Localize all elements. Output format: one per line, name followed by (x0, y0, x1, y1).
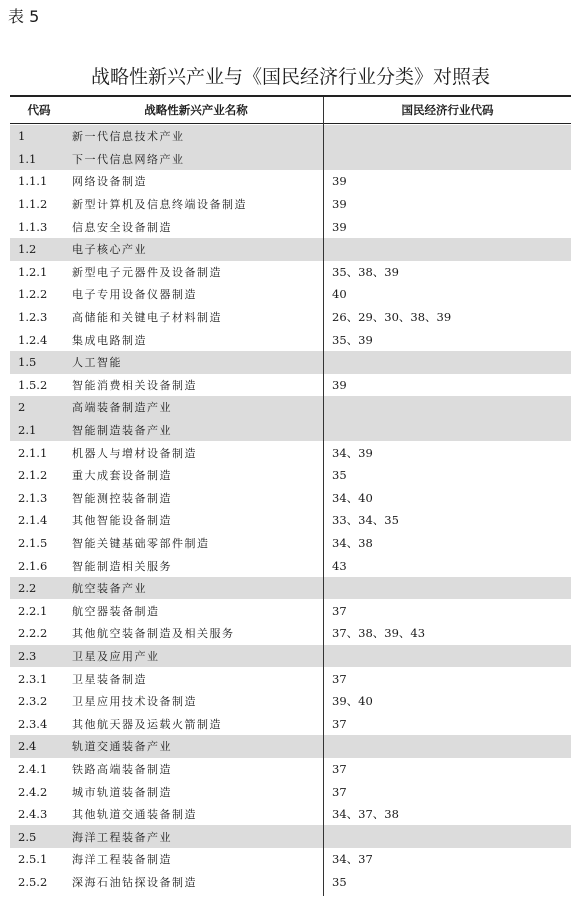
row-industry-name: 海洋工程装备产业 (72, 830, 172, 844)
row-industry-codes: 37 (332, 671, 347, 686)
row-code: 2.1 (18, 423, 37, 438)
table-row (10, 712, 571, 735)
row-code: 1.2.2 (18, 287, 48, 302)
row-code: 2.3.1 (18, 671, 48, 686)
row-industry-codes: 35、38、39 (332, 264, 399, 279)
table-row (10, 306, 571, 329)
table-header (10, 97, 571, 123)
row-industry-name: 其他轨道交通装备制造 (72, 808, 197, 822)
row-industry-codes: 34、38 (332, 535, 373, 550)
table-row (10, 148, 571, 171)
row-industry-name: 卫星及应用产业 (72, 649, 160, 663)
row-industry-name: 机器人与增材设备制造 (72, 446, 197, 460)
row-industry-name: 新一代信息技术产业 (72, 130, 185, 144)
table-row (10, 690, 571, 713)
row-industry-name: 轨道交通装备产业 (72, 740, 172, 754)
row-industry-name: 高端装备制造产业 (72, 401, 172, 415)
row-industry-codes: 39 (332, 377, 347, 392)
table-row (10, 667, 571, 690)
row-industry-codes: 39、40 (332, 694, 373, 709)
header-industry: 国民经济行业代码 (401, 103, 494, 117)
row-code: 2.5.1 (18, 852, 48, 867)
table-row (10, 464, 571, 487)
row-code: 2.4 (18, 739, 37, 754)
row-industry-name: 其他航天器及运载火箭制造 (72, 717, 222, 731)
table-row (10, 622, 571, 645)
table-row (10, 215, 571, 238)
row-code: 2.3.4 (18, 716, 48, 731)
table-row (10, 441, 571, 464)
column-divider (323, 97, 324, 896)
row-industry-name: 深海石油钻探设备制造 (72, 875, 197, 889)
row-industry-name: 重大成套设备制造 (72, 469, 172, 483)
row-code: 2.2.1 (18, 603, 48, 618)
row-code: 1.2.1 (18, 264, 48, 279)
row-code: 2.2.2 (18, 626, 48, 641)
row-industry-name: 航空装备产业 (72, 582, 147, 596)
row-industry-name: 城市轨道装备制造 (72, 785, 172, 799)
row-industry-name: 卫星装备制造 (72, 672, 147, 686)
row-code: 2.1.3 (18, 490, 48, 505)
row-code: 2.5 (18, 829, 37, 844)
table-row (10, 577, 571, 600)
table-row (10, 803, 571, 826)
row-industry-name: 新型计算机及信息终端设备制造 (72, 198, 247, 212)
header-name: 战略性新兴产业名称 (144, 103, 248, 117)
row-code: 2.5.2 (18, 874, 48, 889)
table-row (10, 238, 571, 261)
table-row (10, 351, 571, 374)
row-industry-name: 集成电路制造 (72, 333, 147, 347)
table-row (10, 599, 571, 622)
row-industry-codes: 34、40 (332, 490, 373, 505)
row-industry-name: 其他航空装备制造及相关服务 (72, 627, 235, 641)
row-industry-name: 卫星应用技术设备制造 (72, 695, 197, 709)
row-industry-name: 智能关键基础零部件制造 (72, 536, 210, 550)
table-row (10, 283, 571, 306)
row-industry-codes: 34、37、38 (332, 807, 399, 822)
table-row (10, 487, 571, 510)
table-row (10, 735, 571, 758)
row-industry-codes: 35、39 (332, 332, 373, 347)
row-code: 1.1.2 (18, 197, 48, 212)
row-industry-codes: 39 (332, 197, 347, 212)
row-industry-name: 航空器装备制造 (72, 604, 160, 618)
table-row (10, 758, 571, 781)
row-industry-codes: 34、39 (332, 445, 373, 460)
table-row (10, 780, 571, 803)
table-row (10, 554, 571, 577)
table-body (10, 125, 571, 893)
row-code: 2.3 (18, 648, 37, 663)
table-row (10, 261, 571, 284)
row-code: 1.1.1 (18, 174, 48, 189)
row-code: 1.1.3 (18, 219, 48, 234)
table-number-label: 表 5 (8, 7, 40, 26)
row-industry-codes: 43 (332, 558, 347, 573)
row-industry-name: 智能测控装备制造 (72, 491, 172, 505)
row-industry-name: 铁路高端装备制造 (72, 762, 172, 776)
header-code: 代码 (27, 103, 51, 117)
row-code: 2 (18, 400, 26, 415)
row-code: 1.2.4 (18, 332, 48, 347)
row-industry-name: 新型电子元器件及设备制造 (72, 265, 222, 279)
row-code: 2.4.3 (18, 807, 48, 822)
table-title: 战略性新兴产业与《国民经济行业分类》对照表 (90, 66, 490, 88)
row-industry-codes: 37 (332, 716, 347, 731)
row-industry-name: 其他智能设备制造 (72, 514, 172, 528)
row-industry-codes: 26、29、30、38、39 (332, 310, 452, 325)
header-rule (10, 123, 571, 124)
row-industry-name: 智能消费相关设备制造 (72, 378, 197, 392)
table-row (10, 419, 571, 442)
table-row (10, 825, 571, 848)
row-industry-codes: 40 (332, 287, 347, 302)
table-row (10, 509, 571, 532)
row-code: 2.3.2 (18, 694, 48, 709)
row-code: 2.4.2 (18, 784, 48, 799)
table-row (10, 645, 571, 668)
row-code: 1.1 (18, 151, 37, 166)
table-row (10, 374, 571, 397)
row-code: 2.1.6 (18, 558, 48, 573)
table-row (10, 848, 571, 871)
row-code: 2.1.1 (18, 445, 48, 460)
row-industry-codes: 39 (332, 174, 347, 189)
row-industry-codes: 39 (332, 219, 347, 234)
row-code: 1.5.2 (18, 377, 48, 392)
row-industry-name: 海洋工程装备制造 (72, 853, 172, 867)
row-industry-codes: 37、38、39、43 (332, 626, 426, 641)
row-industry-codes: 37 (332, 761, 347, 776)
row-industry-codes: 37 (332, 784, 347, 799)
row-code: 2.2 (18, 581, 37, 596)
table-row (10, 532, 571, 555)
row-industry-name: 人工智能 (72, 356, 122, 370)
table-row (10, 328, 571, 351)
row-industry-codes: 33、34、35 (332, 513, 399, 528)
row-industry-name: 信息安全设备制造 (72, 220, 172, 234)
row-industry-codes: 35 (332, 468, 347, 483)
table-row (10, 871, 571, 894)
row-industry-name: 下一代信息网络产业 (72, 152, 185, 166)
row-code: 2.4.1 (18, 761, 48, 776)
table-row (10, 193, 571, 216)
row-industry-name: 高储能和关键电子材料制造 (72, 311, 222, 325)
row-code: 1 (18, 129, 26, 144)
row-code: 2.1.5 (18, 535, 48, 550)
row-code: 1.5 (18, 355, 37, 370)
row-code: 1.2.3 (18, 310, 48, 325)
row-industry-name: 智能制造装备产业 (72, 424, 172, 438)
row-code: 1.2 (18, 242, 37, 257)
table-row (10, 396, 571, 419)
row-industry-codes: 37 (332, 603, 347, 618)
row-industry-codes: 34、37 (332, 852, 373, 867)
row-code: 2.1.4 (18, 513, 48, 528)
row-code: 2.1.2 (18, 468, 48, 483)
table-row (10, 170, 571, 193)
row-industry-name: 网络设备制造 (72, 175, 147, 189)
row-industry-name: 电子专用设备仪器制造 (72, 288, 197, 302)
row-industry-name: 电子核心产业 (72, 243, 147, 257)
row-industry-codes: 35 (332, 874, 347, 889)
row-industry-name: 智能制造相关服务 (72, 559, 172, 573)
table-row (10, 125, 571, 148)
